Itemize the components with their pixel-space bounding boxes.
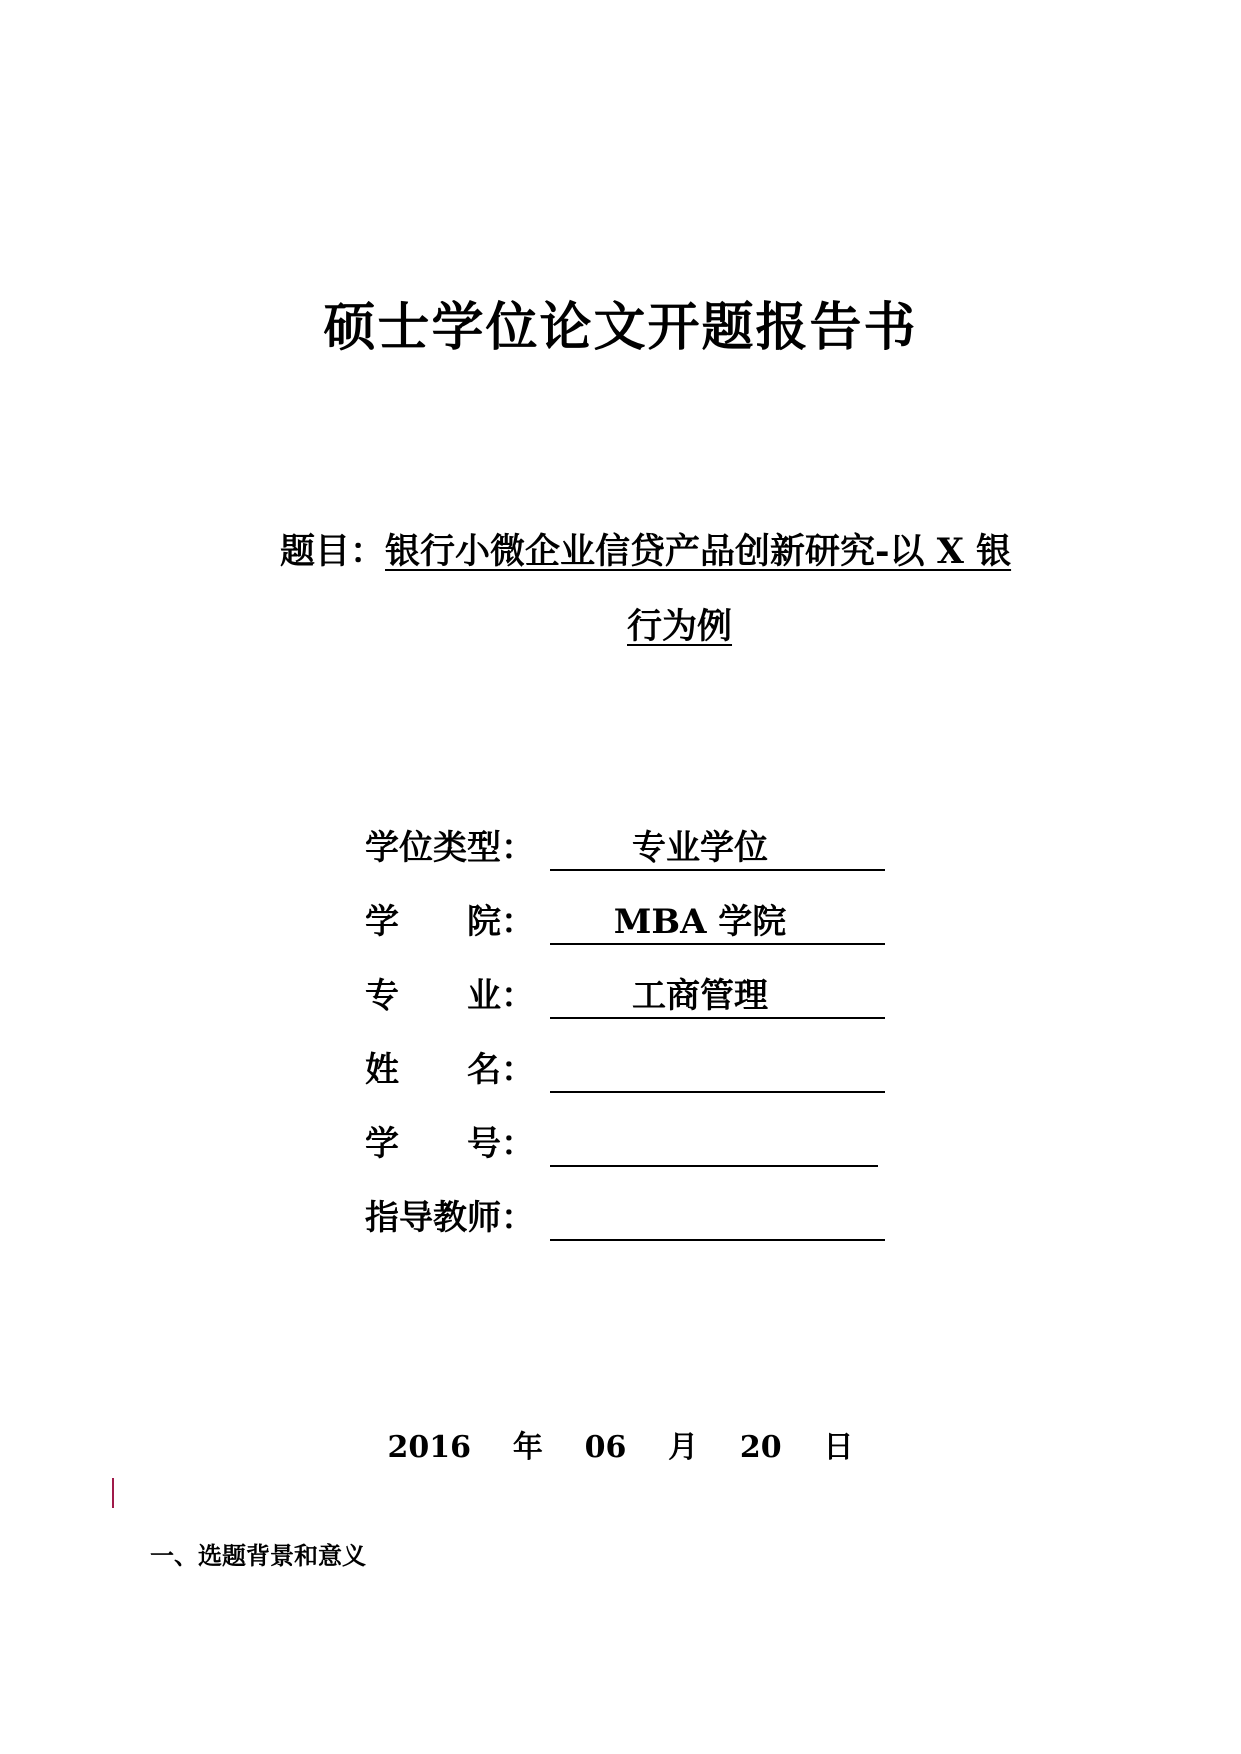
field-label: 姓 名：: [365, 1050, 535, 1090]
report-date: [0, 1428, 1241, 1468]
date-month-unit: 月: [668, 1430, 699, 1465]
field-label: 学 号：: [365, 1124, 535, 1164]
field-value: 专业学位: [632, 828, 768, 868]
field-underline: [550, 826, 885, 871]
field-advisor: [365, 1196, 885, 1242]
date-month: 06: [584, 1430, 627, 1465]
date-year-unit: 年: [512, 1430, 543, 1465]
topic-line-1: [280, 530, 1011, 574]
field-major: [365, 974, 885, 1020]
field-college: [365, 900, 885, 946]
date-year: 2016: [387, 1430, 472, 1465]
field-label: 学 院：: [365, 902, 535, 942]
field-value: MBA 学院: [613, 902, 787, 942]
field-underline: [550, 1196, 885, 1241]
page-break-marker: [112, 1478, 114, 1508]
date-day-unit: 日: [823, 1430, 854, 1465]
field-label: 专 业：: [365, 976, 535, 1016]
topic-line-2: [627, 605, 732, 649]
date-day: 20: [739, 1430, 782, 1465]
field-underline: [550, 974, 885, 1019]
section-heading: 一、选题背景和意义: [150, 1541, 366, 1570]
field-label: 指导教师：: [365, 1198, 535, 1238]
field-student-id: [365, 1122, 885, 1168]
field-underline: [550, 1122, 878, 1167]
field-underline: [550, 1048, 885, 1093]
document-title: 硕士学位论文开题报告书: [323, 298, 918, 358]
topic-label: 题目：: [280, 531, 386, 572]
field-degree-type: [365, 826, 885, 872]
topic-text-line-2: 行为例: [627, 606, 733, 647]
field-label: 学位类型：: [365, 828, 535, 868]
field-underline: [550, 900, 885, 945]
topic-text-line-1: 银行小微企业信贷产品创新研究-以 X 银: [385, 531, 1012, 572]
field-name: [365, 1048, 885, 1094]
field-value: 工商管理: [632, 976, 768, 1016]
